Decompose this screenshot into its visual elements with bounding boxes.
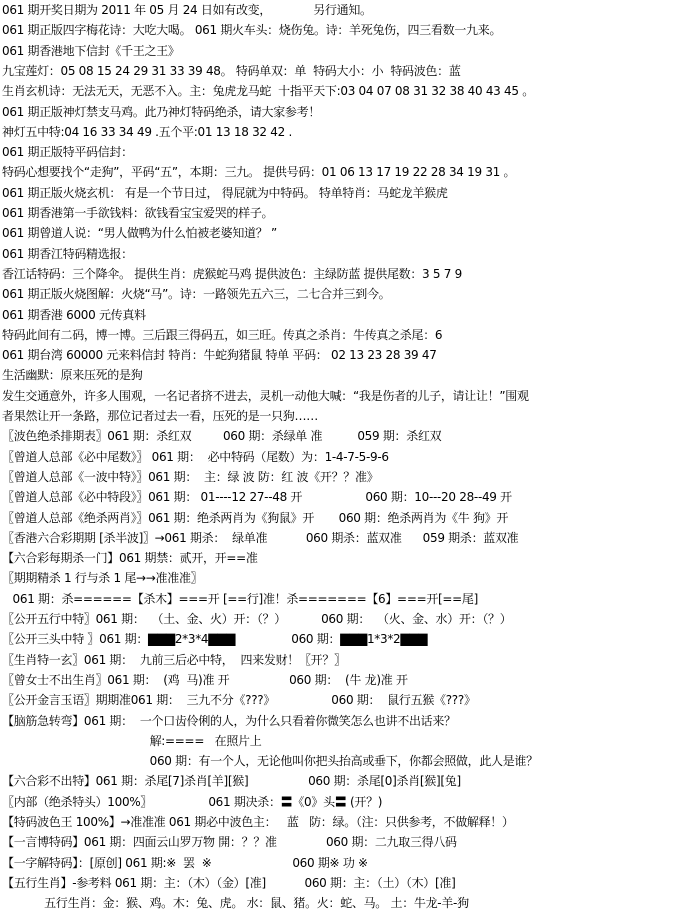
bulletin-line: 【六合彩每期杀一门】061 期禁：贰开，开==准 [2,551,258,566]
bulletin-line: 061 期开奖日期为 2011 年 05 月 24 日如有改变， 另行通知。 [2,3,372,17]
bulletin-line: 060 期：有一个人，无论他叫你把头抬高或垂下，你都会照做，此人是谁？ [2,754,538,769]
bulletin-line: 061 期正版神灯禁支马鸡。此乃神灯特码绝杀，请大家参考！ [2,104,321,119]
bulletin-line: 生肖玄机诗：无法无天，无恶不入。主：兔虎龙马蛇 十指平天下:03 04 07 08 31 32 38 40 43 45 。 [2,84,534,99]
bulletin-line: 九宝莲灯：05 08 15 24 29 31 33 39 48。 特码单双：单 特码大小：小 特码波色：蓝 [2,63,461,78]
bulletin-line: 061 期：杀======【杀木】===开 [==行]准！杀=======【6】===开[==尾] [2,591,478,606]
bulletin-line: 〖曾道人总部《必中特段》〗061 期： 01----12 27--48 开 060 期：10---20 28--49 开 [2,490,512,505]
bulletin-line: 061 期正版四字梅花诗：大吃大喝。 061 期火车头：烧伤兔。诗：羊死兔伤，四三看数一九来。 [2,23,502,38]
bulletin-line: 061 期香港 6000 元传真料 [2,307,146,322]
bulletin-line: 〖公开金言玉语〗期期准061 期： 三九不分《???》 060 期： 鼠行五猴《???》 [2,693,476,708]
bulletin-line: 〖期期精杀 1 行与杀 1 尾→→准准准〗 [2,571,203,586]
bulletin-line: 者果然让开一条路，那位记者过去一看，压死的是一只狗…… [2,409,318,423]
bulletin-line: 特码心想要找个“走狗”，平码“五”，本期：三九。 提供号码：01 06 13 17 19 22 28 34 19 31 。 [2,165,516,180]
bulletin-line: 【一字解特码】：[原创] 061 期:※ 罢 ※ 060 期※ 功 ※ [2,855,368,870]
bulletin-line: 061 期台湾 60000 元来料信封 特肖：牛蛇狗猪鼠 特单 平码： 02 13 23 28 39 47 [2,348,437,363]
bulletin-line: 【脑筋急转弯】061 期： 一个口齿伶俐的人，为什么只看着你微笑怎么也讲不出话来？ [2,713,456,728]
bulletin-line: 〖波色绝杀排期表〗061 期：杀红双 060 期：杀绿单 准 059 期：杀红双 [2,429,442,444]
bulletin-line: 〖曾道人总部《必中尾数》〗 061 期： 必中特码（尾数）为：1-4-7-5-9-6 [2,449,389,464]
bulletin-line: 061 期正版特平码信封： [2,145,133,160]
bulletin-line: 〖香港六合彩期期 [杀半波]〗→061 期杀： 绿单准 060 期杀：蓝双准 059 期杀：蓝双准 [2,530,519,545]
bulletin-line: 061 期正版火烧图解：火烧“马”。诗：一路领先五六三，二七合并三到今。 [2,287,391,302]
bulletin-line: 061 期香江特码精选报： [2,246,133,261]
bulletin-line: 五行生肖：金：猴、鸡。木：兔、虎。 水：鼠、猪。火：蛇、马。 土：牛龙-羊-狗 [2,896,469,911]
bulletin-line: 特码此间有二码，博一博。三后跟三得码五，如三旺。传真之杀肖：牛传真之杀尾：6 [2,327,443,342]
bulletin-line: 〖生肖特一玄〗061 期： 九前三后必中特， 四来发财！〖开？〗 [2,652,346,667]
bulletin-line: 061 期香港第一手欲钱料：欲钱看宝宝爱哭的样子。 [2,206,274,220]
bulletin-line: 〖曾道人总部《一波中特》〗061 期： 主：绿 波 防：红 波《开？？准》 [2,469,379,484]
bulletin-line: 生活幽默：原来压死的是狗 [2,368,143,383]
bulletin-line: 061 期香港地下信封《千王之王》 [2,43,180,58]
bulletin-line: 【特码波色王 100%】→准准准 061 期必中波色主： 蓝 防：绿。（注：只供参考，不做解释！） [2,815,514,829]
bulletin-line: 061 期曾道人说：“男人做鸭为什么怕被老婆知道？ ” [2,226,277,241]
bulletin-line: 神灯五中特:04 16 33 34 49 .五个平:01 13 18 32 42 . [2,124,292,139]
bulletin-line: 〖公开五行中特〗061 期： （土、金、火）开：（？） 060 期： （火、金、水）开：（？） [2,612,512,626]
bulletin-line: 发生交通意外，许多人围观，一名记者挤不进去，灵机一动他大喊：“我是伤者的儿子，请让让！”围观 [2,388,529,403]
bulletin-line: 〖曾道人总部《绝杀两肖》〗061 期：绝杀两肖为《狗鼠》开 060 期：绝杀两肖为《牛 狗》开 [2,510,509,525]
bulletin-line: 〖内部（绝杀特头）100%〗 061 期决杀：〓《0》头〓 (开？) [2,794,383,809]
bulletin-line: 解:==== 在照片上 [2,733,262,748]
bulletin-line: 香江话特码：三个降伞。 提供生肖：虎猴蛇马鸡 提供波色：主绿防蓝 提供尾数：3 5 7 9 [2,266,462,281]
bulletin-line: 061 期正版火烧玄机： 有是一个节日过， 得屁就为中特码。 特单特肖：马蛇龙羊猴虎 [2,185,448,200]
bulletin-line: 【五行生肖】-参考料 061 期：主：（木）（金）[准] 060 期：主：（土）（木）[准] [2,875,456,890]
bulletin-line: 【六合彩不出特】061 期：杀尾[7]杀肖[羊][猴] 060 期：杀尾[0]杀肖[猴][兔] [2,774,461,789]
bulletin-line: 〖曾女士不出生肖〗061 期： (鸡 马)准 开 060 期： (牛 龙)准 开 [2,672,408,687]
bulletin-line: 【一言博特码】061 期：四面云山罗万物 開：？？准 060 期：二九取三得八码 [2,835,457,850]
bulletin-line: 〖公开三头中特 〗061 期：▇▇▇2*3*4▇▇▇ 060 期：▇▇▇1*3*2▇▇▇ [2,632,428,647]
